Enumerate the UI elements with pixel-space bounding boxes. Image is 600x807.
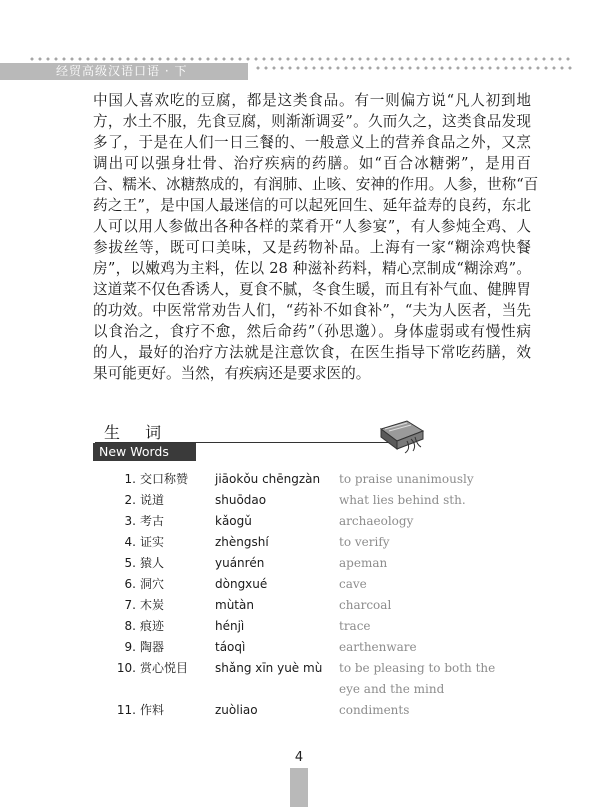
vocab-meaning-multiline	[339, 658, 514, 700]
paragraph-line: 这道菜不仅色香诱人，夏食不腻，冬食生暖，而且有补气血、健脾胃	[93, 281, 531, 298]
header-dot-rule-top	[28, 57, 574, 61]
vocab-pinyin: shǎng xīn yuè mù	[215, 661, 323, 675]
vocab-row	[0, 637, 600, 658]
book-icon	[377, 417, 427, 455]
vocab-word: 陶器	[140, 640, 165, 654]
vocab-row	[0, 490, 600, 511]
vocab-word: 痕迹	[140, 619, 165, 633]
vocab-meaning: to praise unanimously	[339, 472, 474, 486]
vocab-pinyin: hénjì	[215, 619, 245, 633]
vocab-word: 猿人	[140, 556, 165, 570]
vocab-row	[0, 700, 600, 721]
vocab-row	[0, 595, 600, 616]
text-paragraph	[93, 90, 539, 384]
page-number-tab	[290, 768, 308, 807]
header-book-title: 经贸高级汉语口语 · 下	[0, 63, 248, 80]
vocab-row	[0, 658, 600, 700]
vocab-meaning: archaeology	[339, 514, 414, 528]
vocab-number: 4.	[124, 535, 136, 549]
vocab-meaning: earthenware	[339, 640, 417, 654]
vocab-meaning: condiments	[339, 703, 410, 717]
vocab-word: 洞穴	[140, 577, 165, 591]
paragraph-line: 合、糯米、冰糖熬成的，有润肺、止咳、安神的作用。人参，世称“百	[93, 176, 539, 193]
vocab-pinyin: yuánrén	[215, 556, 265, 570]
vocab-row	[0, 553, 600, 574]
vocab-meaning: to verify	[339, 535, 390, 549]
paragraph-line: 的功效。中医常常劝告人们，“药补不如食补”，“夫为人医者，当先	[93, 302, 531, 319]
page-number: 4	[294, 750, 304, 765]
vocab-number: 8.	[124, 619, 136, 633]
paragraph-line: 药之王”，是中国人最迷信的可以起死回生、延年益寿的良药，东北	[93, 197, 531, 214]
paragraph-line: 的人，最好的治疗方法就是注意饮食，在医生指导下常吃药膳，效	[93, 344, 531, 361]
vocab-word: 木炭	[140, 598, 165, 612]
vocab-number: 10.	[116, 661, 136, 675]
vocab-meaning: cave	[339, 577, 367, 591]
vocab-pinyin: táoqì	[215, 640, 246, 654]
header-dot-rule	[254, 66, 574, 70]
vocab-heading-english: New Words	[93, 443, 196, 461]
paragraph-line: 调出可以强身壮骨、治疗疾病的药膳。如“百合冰糖粥”，是用百	[93, 155, 531, 172]
vocab-word: 交口称赞	[140, 472, 189, 486]
paragraph-line: 中国人喜欢吃的豆腐，都是这类食品。有一则偏方说“凡人初到地	[93, 92, 531, 109]
vocab-meaning: trace	[339, 619, 371, 633]
vocab-word: 证实	[140, 535, 165, 549]
vocab-word: 作料	[140, 703, 165, 717]
vocab-number: 11.	[116, 703, 136, 717]
vocab-row	[0, 574, 600, 595]
vocab-heading-chinese: 生 词	[104, 423, 172, 442]
paragraph-line: 人可以用人参做出各种各样的菜肴开“人参宴”，有人参炖全鸡、人	[93, 218, 531, 235]
paragraph-line: 果可能更好。当然，有疾病还是要求医的。	[93, 365, 371, 382]
vocab-pinyin: zhèngshí	[215, 535, 269, 549]
vocab-number: 7.	[124, 598, 136, 612]
vocab-meaning-line: to be pleasing to both the	[339, 661, 496, 675]
vocabulary-list	[0, 469, 600, 721]
vocab-meaning-line: eye and the mind	[339, 682, 445, 696]
vocab-pinyin: shuōdao	[215, 493, 267, 507]
vocab-number: 9.	[124, 640, 136, 654]
vocab-word: 说道	[140, 493, 165, 507]
paragraph-line: 多了，于是在人们一日三餐的、一般意义上的营养食品之外，又烹	[93, 134, 531, 151]
paragraph-line: 以食治之，食疗不愈，然后命药”（孙思邈）。身体虚弱或有慢性病	[93, 323, 531, 340]
vocab-row	[0, 532, 600, 553]
vocab-number: 2.	[124, 493, 136, 507]
vocab-word: 赏心悦目	[140, 661, 189, 675]
paragraph-line: 方，水土不服，先食豆腐，则渐渐调妥”。久而久之，这类食品发现	[93, 113, 531, 130]
vocab-pinyin: kǎogǔ	[215, 514, 252, 528]
paragraph-line: 房”，以嫩鸡为主料，佐以 28 种滋补药料，精心烹制成“糊涂鸡”。	[93, 260, 531, 277]
vocab-number: 5.	[124, 556, 136, 570]
vocab-pinyin: zuòliao	[215, 703, 258, 717]
vocab-meaning: charcoal	[339, 598, 392, 612]
vocab-row	[0, 469, 600, 490]
vocab-number: 6.	[124, 577, 136, 591]
vocab-row	[0, 616, 600, 637]
vocab-meaning: apeman	[339, 556, 388, 570]
vocab-pinyin: dòngxué	[215, 577, 268, 591]
vocab-pinyin: jiāokǒu chēngzàn	[215, 472, 321, 486]
vocab-meaning: what lies behind sth.	[339, 493, 466, 507]
vocab-pinyin: mùtàn	[215, 598, 254, 612]
vocab-number: 3.	[124, 514, 136, 528]
vocab-word: 考古	[140, 514, 165, 528]
vocab-row	[0, 511, 600, 532]
vocab-number: 1.	[124, 472, 136, 486]
paragraph-line: 参拔丝等，既可口美味，又是药物补品。上海有一家“糊涂鸡快餐	[93, 239, 531, 256]
